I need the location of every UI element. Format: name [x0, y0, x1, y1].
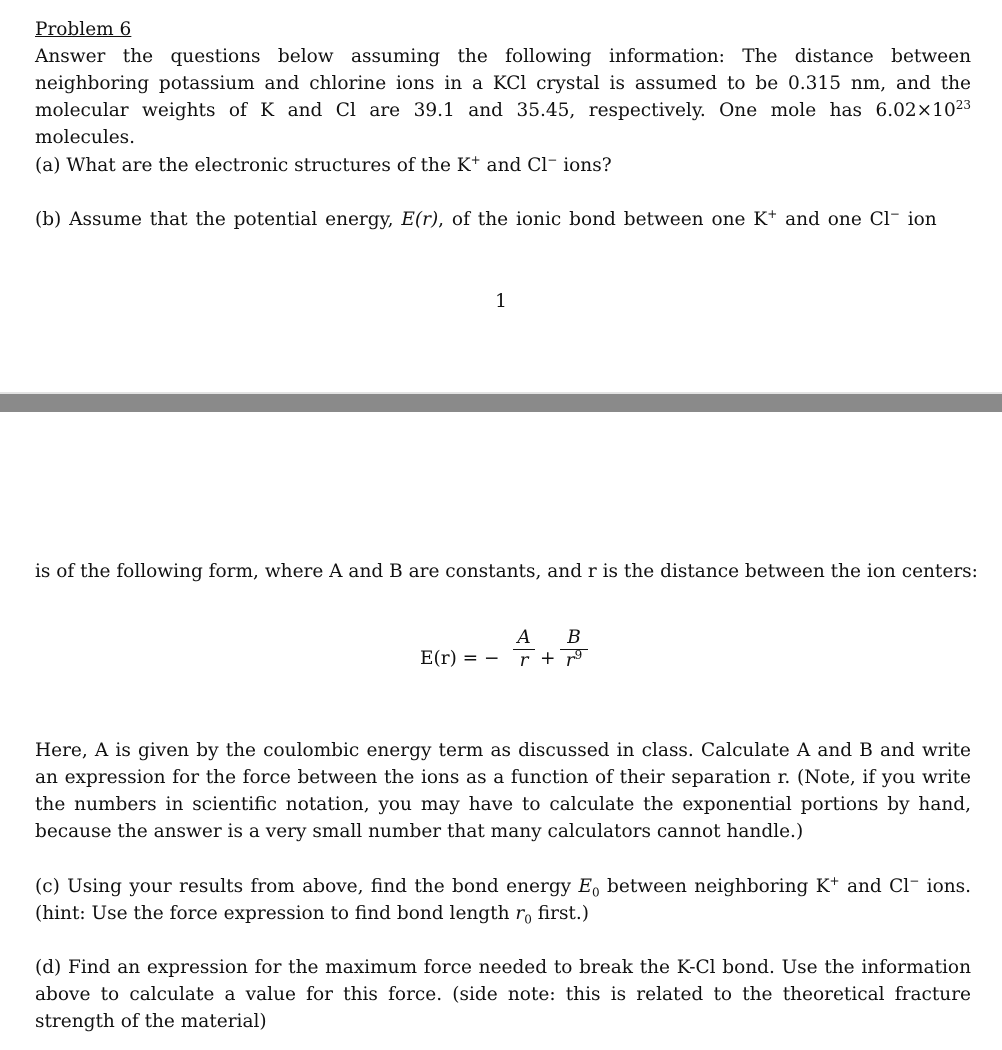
part-b-line2: is of the following form, where A and B are constants, and r is the distance between the ion centers:: [35, 561, 978, 582]
equation-lhs: E(r) = −: [420, 648, 500, 669]
page-number: 1: [495, 291, 507, 312]
fraction-a-over-r: A r: [513, 627, 535, 672]
fraction-b-over-r9: B $r^9$: [560, 627, 588, 672]
part-a: (a) What are the electronic structures of the K+ and Cl− ions?: [35, 153, 612, 176]
page-separator: [0, 392, 1002, 412]
problem-intro: Answer the questions below assuming the following information: The distance between neighboring potassium and chlorine ions in a KCl crystal is assumed to be 0.315 nm, and the molecular weights of K and Cl are 39.1 and 35.45, respectively. One mole has $6.02\times 10^{23}$ molecules.: [35, 46, 971, 148]
problem-title: Problem 6: [35, 19, 132, 40]
part-c: (c) Using your results from above, find the bond energy $E_0$ between neighboring K+ and Cl− ions. (hint: Use the force expression to find bond length $r_0$ first.): [35, 874, 972, 927]
part-b-text: Here, A is given by the coulombic energy term as discussed in class. Calculate A and B and write an expression for the force between the ions as a function of their separation r. (Note, if you write the numbers in scientific notation, you may have to calculate the exponential portions by hand, because the answer is a very small number that many calculators cannot handle.): [35, 740, 971, 842]
part-b-line1: (b) Assume that the potential energy, E(r), of the ionic bond between one K+ and one Cl− ion: [35, 207, 937, 230]
part-d: (d) Find an expression for the maximum force needed to break the K-Cl bond. Use the information above to calculate a value for this force. (side note: this is related to the theoretical fracture strength of the material): [35, 957, 971, 1032]
equation-plus: +: [540, 648, 556, 669]
